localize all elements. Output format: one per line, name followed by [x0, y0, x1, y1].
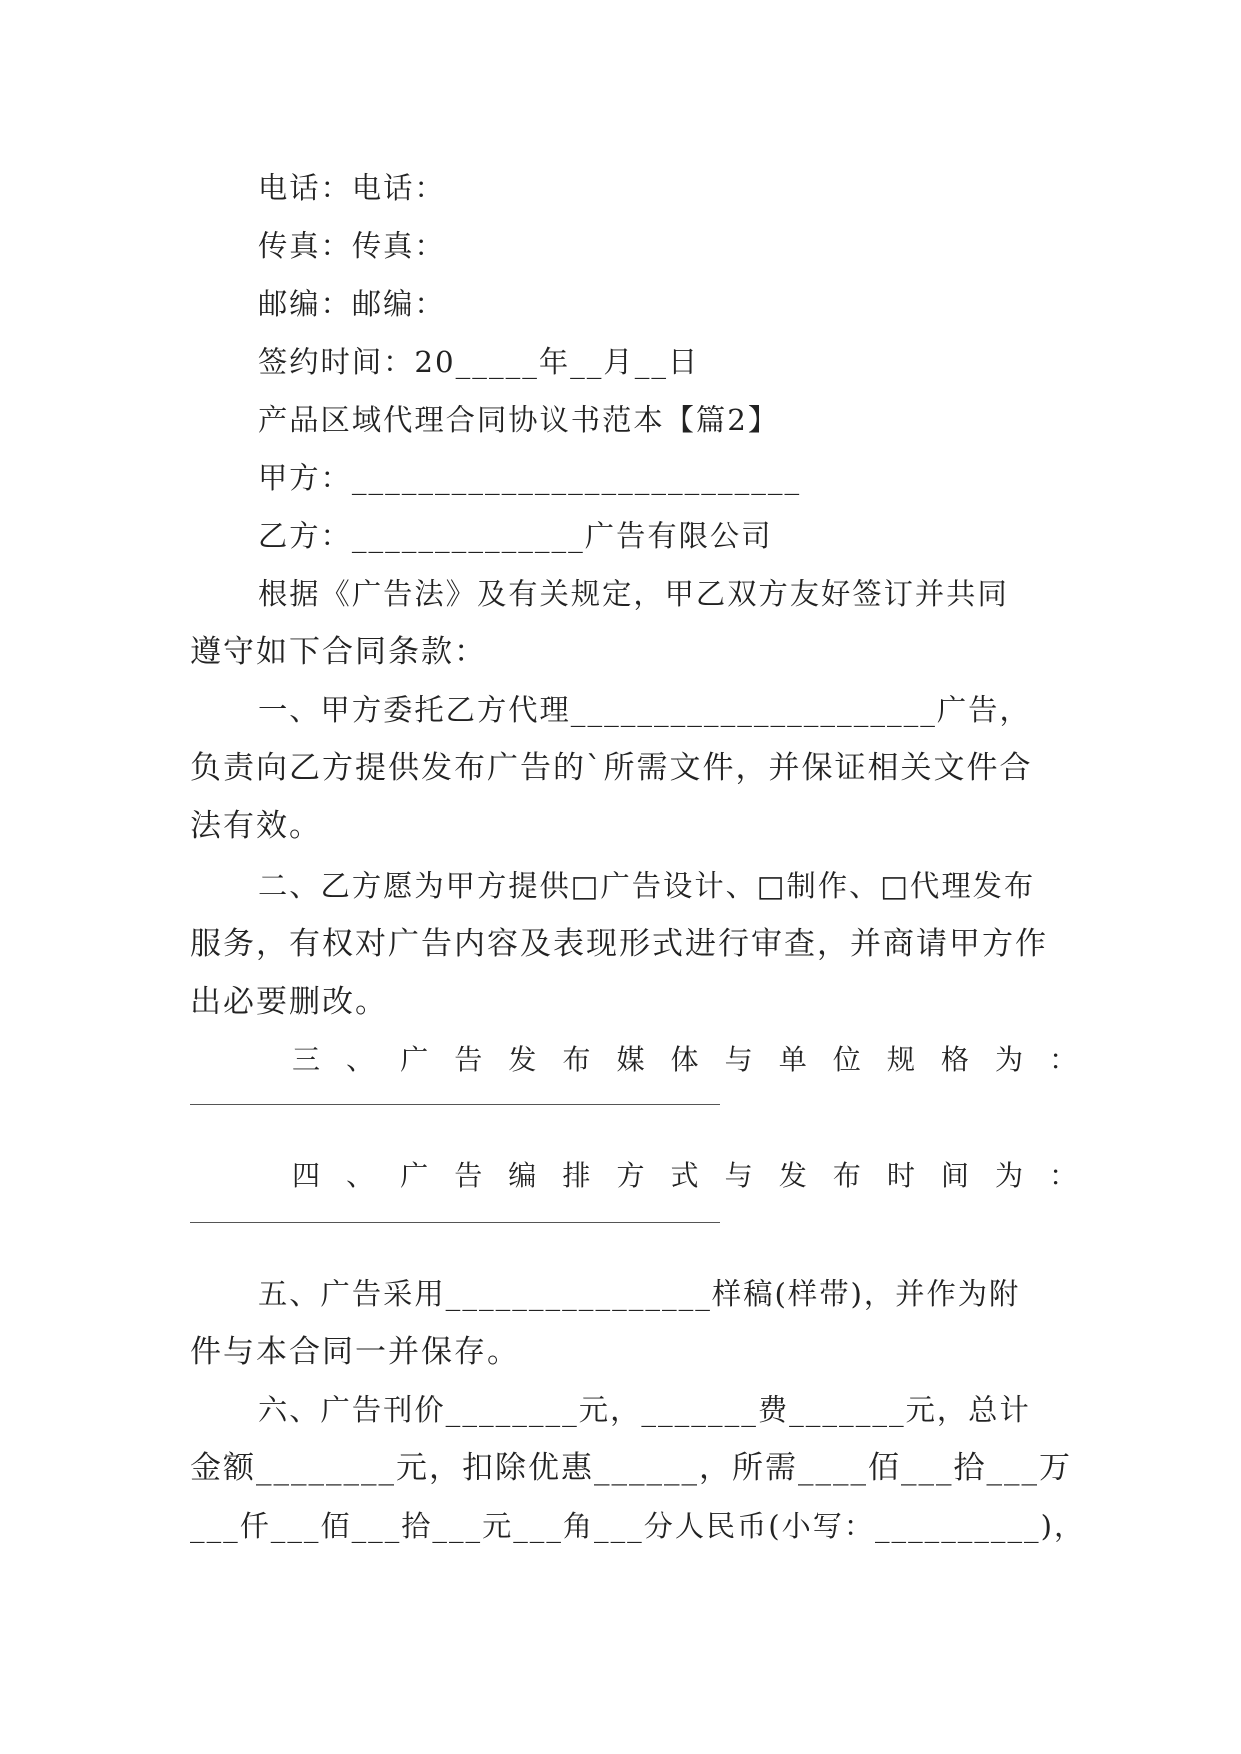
clause-6-line-1: 六、广告刊价________元，_______费_______元，总计: [258, 1393, 1031, 1427]
clause-2-line-2: 服务，有权对广告内容及表现形式进行审查，并商请甲方作: [190, 926, 1048, 962]
clause-5-line-2: 件与本合同一并保存。: [190, 1334, 520, 1370]
clause-1-line-1: 一、甲方委托乙方代理______________________广告，: [258, 693, 1031, 727]
clause-6-line-3: ___仟___佰___拾___元___角___分人民币(小写：__________)，: [190, 1509, 1086, 1543]
section-title: 产品区域代理合同协议书范本【篇2】: [258, 403, 780, 437]
preamble-line-1: 根据《广告法》及有关规定，甲乙双方友好签订并共同: [258, 577, 1009, 611]
clause-5-line-1: 五、广告采用________________样稿(样带)，并作为附: [258, 1277, 1021, 1311]
clause-3-line: 三、广告发布媒体与单位规格为：: [292, 1043, 1104, 1076]
clause-4-line: 四、广告编排方式与发布时间为：: [292, 1159, 1104, 1192]
clause-2-line-1: 二、乙方愿为甲方提供□广告设计、□制作、□代理发布: [258, 869, 1036, 903]
party-b-line: 乙方：______________广告有限公司: [258, 519, 773, 553]
fax-line: 传真：传真：: [258, 229, 446, 263]
clause-6-line-2: 金额________元，扣除优惠______，所需____佰___拾___万: [190, 1450, 1072, 1486]
phone-line: 电话：电话：: [258, 171, 446, 205]
clause-3-blank-rule: [190, 1104, 720, 1105]
clause-4-blank-rule: [190, 1222, 720, 1223]
preamble-line-2: 遵守如下合同条款：: [190, 634, 487, 670]
clause-1-line-2: 负责向乙方提供发布广告的`所需文件，并保证相关文件合: [190, 750, 1033, 786]
clause-2-line-3: 出必要删改。: [190, 984, 388, 1020]
party-a-line: 甲方：___________________________: [258, 461, 802, 495]
clause-1-line-3: 法有效。: [190, 808, 322, 844]
signing-date-line: 签约时间：20_____年__月__日: [258, 345, 700, 379]
postcode-line: 邮编：邮编：: [258, 287, 446, 321]
